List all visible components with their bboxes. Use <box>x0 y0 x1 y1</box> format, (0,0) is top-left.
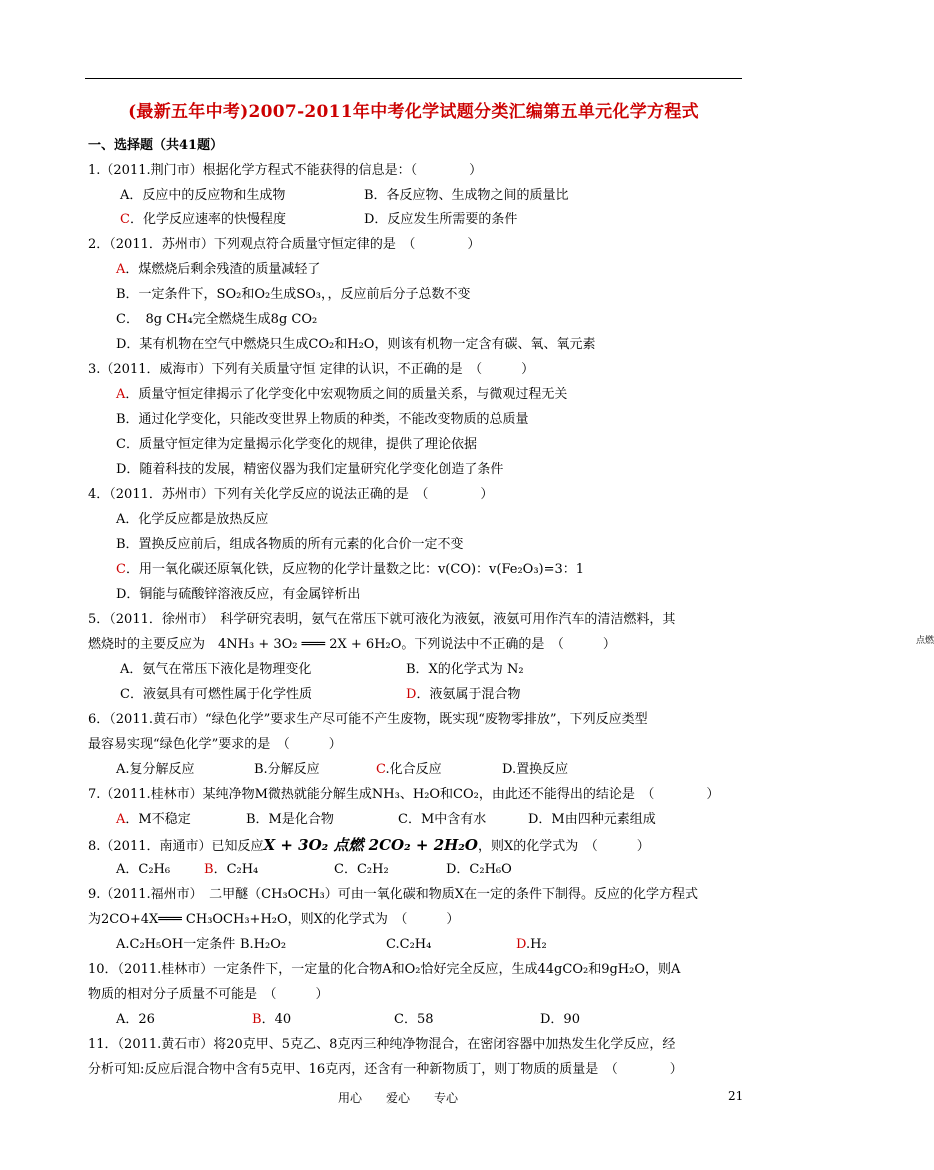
page-title: (最新五年中考)2007-2011年中考化学试题分类汇编第五单元化学方程式 <box>128 102 699 122</box>
question-7-stem: 7.（2011.桂林市）某纯净物M微热就能分解生成NH₃、H₂O和CO₂，由此还不能得出的结论是 （ ） <box>88 787 720 802</box>
q5-answer-d: D <box>406 687 417 702</box>
q2-option-c: C． 8g CH₄完全燃烧生成8g CO₂ <box>116 312 318 327</box>
question-4-stem: 4．（2011．苏州市）下列有关化学反应的说法正确的是 （ ） <box>88 487 494 502</box>
q2-option-d: D．某有机物在空气中燃烧只生成CO₂和H₂O，则该有机物一定含有碳、氧、氧元素 <box>116 337 596 352</box>
q6-option-d: D.置换反应 <box>502 762 569 777</box>
question-6-stem-line2: 最容易实现“绿色化学”要求的是 （ ） <box>88 737 342 752</box>
q6-option-c: C.化合反应 <box>376 762 442 777</box>
q3-option-b: B．通过化学变化，只能改变世界上物质的种类，不能改变物质的总质量 <box>116 412 529 427</box>
q1-option-c: C．化学反应速率的快慢程度 <box>120 212 286 227</box>
q1-option-d: D．反应发生所需要的条件 <box>364 212 518 227</box>
q8-option-a: A．C₂H₆ <box>116 862 171 877</box>
q2-option-b: B．一定条件下，SO₂和O₂生成SO₃，，反应前后分子总数不变 <box>116 287 471 302</box>
question-9-stem-line1: 9.（2011.福州市） 二甲醚（CH₃OCH₃）可由一氧化碳和物质X在一定的条件下制得。反应的化学方程式 <box>88 887 699 902</box>
q9-option-b: B.H₂O₂ <box>240 937 287 952</box>
question-3-stem: 3.（2011．威海市）下列有关质量守恒 定律的认识，不正确的是 （ ） <box>88 362 535 377</box>
page-number: 21 <box>728 1089 744 1103</box>
q5-option-a: A．氨气在常压下液化是物理变化 <box>120 662 312 677</box>
q5-reaction-condition: 点燃 <box>916 636 934 646</box>
question-11-stem-line1: 11．（2011.黄石市）将20克甲、5克乙、8克丙三种纯净物混合，在密闭容器中加热发生化学反应，经 <box>88 1037 676 1052</box>
q3-option-d: D．随着科技的发展，精密仪器为我们定量研究化学变化创造了条件 <box>116 462 504 477</box>
q10-option-b: B．40 <box>252 1012 292 1027</box>
question-1-stem: 1.（2011.荆门市）根据化学方程式不能获得的信息是：（ ） <box>88 163 483 178</box>
q3-option-a: A．质量守恒定律揭示了化学变化中宏观物质之间的质量关系，与微观过程无关 <box>116 387 568 402</box>
question-5-stem-line2: 燃烧时的主要反应为 4NH₃ + 3O₂ ═══ 2X + 6H₂O。下列说法中不正确的是 （ ） $^{点燃}$ <box>88 636 934 652</box>
question-5-stem-line1: 5．（2011．徐州市） 科学研究表明，氨气在常压下就可液化为液氨，液氨可用作汽车的清洁燃料，其 <box>88 612 676 627</box>
q9-option-c: C.C₂H₄ <box>386 937 432 952</box>
q4-option-a: A．化学反应都是放热反应 <box>116 512 269 527</box>
q5-option-b: B．X的化学式为 N₂ <box>406 662 524 677</box>
q6-option-a: A.复分解反应 <box>116 762 195 777</box>
q5-option-d: D．液氨属于混合物 <box>406 687 521 702</box>
q8-option-b: B．C₂H₄ <box>204 862 259 877</box>
q10-answer-b: B <box>252 1012 262 1027</box>
q9-option-d: D.H₂ <box>516 937 547 952</box>
q8-equation: X + 3O₂ 点燃 2CO₂ + 2H₂O <box>263 836 478 854</box>
q7-option-a: A．M不稳定 <box>116 812 191 827</box>
q7-answer-a: A <box>116 812 126 827</box>
q6-option-b: B.分解反应 <box>254 762 320 777</box>
q4-option-d: D．铜能与硫酸锌溶液反应，有金属锌析出 <box>116 587 361 602</box>
q1-answer-c: C <box>120 212 130 227</box>
q8-option-c: C．C₂H₂ <box>334 862 389 877</box>
q9-answer-d: D <box>516 937 526 952</box>
q3-option-c: C．质量守恒定律为定量揭示化学变化的规律，提供了理论依据 <box>116 437 477 452</box>
q2-option-a: A．煤燃烧后剩余残渣的质量减轻了 <box>116 262 321 277</box>
q7-option-b: B．M是化合物 <box>246 812 334 827</box>
q4-option-c: C．用一氧化碳还原氧化铁，反应物的化学计量数之比：v(CO)：v(Fe₂O₃)=3：1 <box>116 562 585 577</box>
question-6-stem-line1: 6．（2011.黄石市）“绿色化学”要求生产尽可能不产生废物，既实现“废物零排放”，下列反应类型 <box>88 712 648 727</box>
q8-option-d: D．C₂H₆O <box>446 862 512 877</box>
q10-option-c: C．58 <box>394 1012 434 1027</box>
section-heading: 一、选择题（共41题） <box>88 138 224 153</box>
q10-option-a: A．26 <box>116 1012 155 1027</box>
q7-option-d: D．M由四种元素组成 <box>528 812 656 827</box>
q8-answer-b: B <box>204 862 214 877</box>
q1-option-b: B．各反应物、生成物之间的质量比 <box>364 188 569 203</box>
q4-option-b: B．置换反应前后，组成各物质的所有元素的化合价一定不变 <box>116 537 464 552</box>
question-11-stem-line2: 分析可知:反应后混合物中含有5克甲、16克丙，还含有一种新物质丁，则丁物质的质量是 （ ） <box>88 1062 683 1077</box>
q4-answer-c: C <box>116 562 126 577</box>
question-2-stem: 2．（2011．苏州市）下列观点符合质量守恒定律的是 （ ） <box>88 237 481 252</box>
q3-answer-a: A <box>116 387 126 402</box>
q5-option-c: C．液氨具有可燃性属于化学性质 <box>120 687 312 702</box>
q1-option-a: A．反应中的反应物和生成物 <box>120 188 286 203</box>
q7-option-c: C．M中含有水 <box>398 812 487 827</box>
q9-option-a: A.C₂H₅OH一定条件 <box>116 937 236 952</box>
question-10-stem-line1: 10．（2011.桂林市）一定条件下，一定量的化合物A和O₂恰好完全反应，生成44gCO₂和9gH₂O，则A <box>88 962 681 977</box>
q2-answer-a: A <box>116 262 126 277</box>
question-9-stem-line2: 为2CO+4X═══ CH₃OCH₃+H₂O，则X的化学式为 （ ） <box>88 912 460 927</box>
question-8-stem: 8.（2011．南通市）已知反应X + 3O₂ 点燃 2CO₂ + 2H₂O，则X的化学式为 （ ） <box>88 836 650 854</box>
q10-option-d: D．90 <box>540 1012 580 1027</box>
q6-answer-c: C <box>376 762 386 777</box>
question-10-stem-line2: 物质的相对分子质量不可能是 （ ） <box>88 987 329 1002</box>
footer-motto: 用心 爱心 专心 <box>338 1091 459 1105</box>
header-rule <box>85 78 742 79</box>
